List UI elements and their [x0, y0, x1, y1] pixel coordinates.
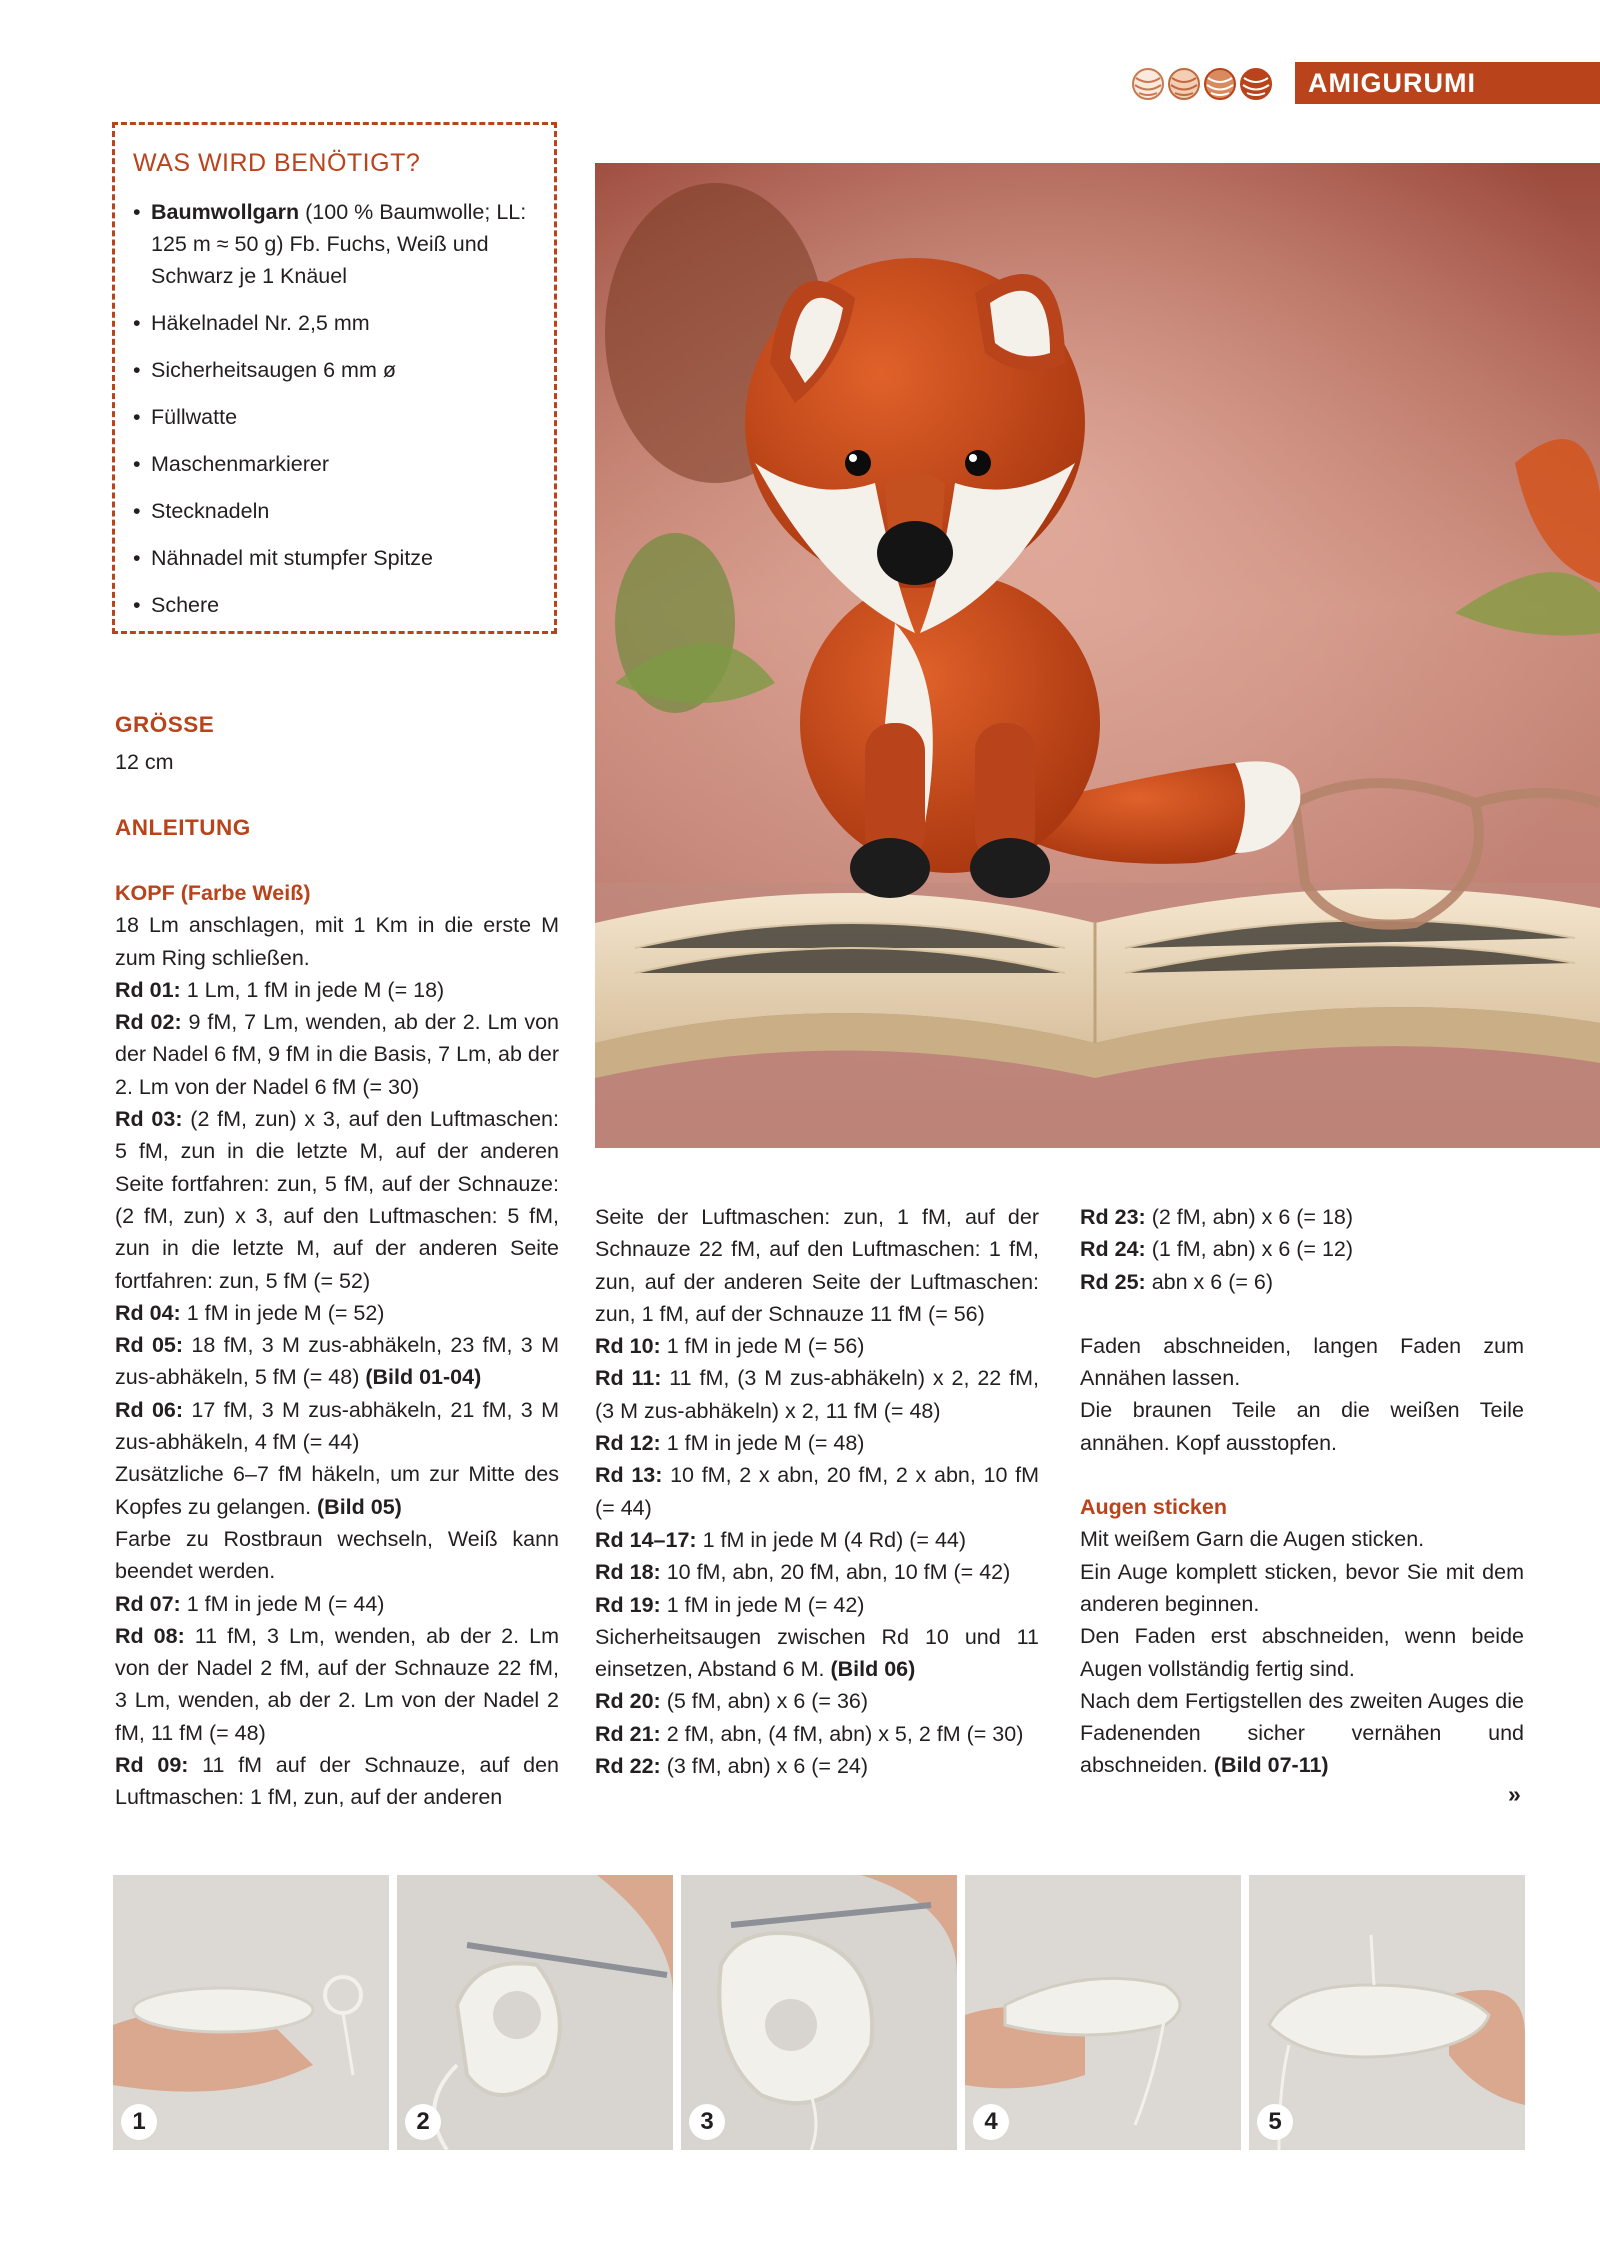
instruction-line: Seite der Luftmaschen: zun, 1 fM, auf der Schnauze 22 fM, auf den Luftmaschen: 1 fM, zun, auf der anderen Seite der Luftmaschen: zun, 1 fM, auf der Schnauze 11 fM (= 56) [595, 1205, 1039, 1326]
materials-item: • Sicherheitsaugen 6 mm ø [133, 354, 534, 386]
instruction-line: Rd 04: 1 fM in jede M (= 52) [115, 1300, 385, 1325]
instruction-line: Mit weißem Garn die Augen sticken. [1080, 1527, 1425, 1552]
instruction-line: Rd 09: 11 fM auf der Schnauze, auf den Luftmaschen: 1 fM, zun, auf der anderen [115, 1753, 559, 1810]
materials-box [112, 122, 557, 634]
step-photos [113, 1875, 1525, 2150]
instruction-line: Sicherheitsaugen zwischen Rd 10 und 11 einsetzen, Abstand 6 M. (Bild 06) [595, 1624, 1039, 1682]
instruction-line: Rd 22: (3 fM, abn) x 6 (= 24) [595, 1754, 869, 1779]
instruction-line: Rd 08: 11 fM, 3 Lm, wenden, ab der 2. Lm von der Nadel 2 fM, auf der Schnauze 22 fM, 3 Lm, wenden, ab der 2. Lm von der Nadel 2 fM, 11 fM (= 48) [115, 1623, 559, 1745]
step-photo [113, 1875, 389, 2150]
instruction-line: Zusätzliche 6–7 fM häkeln, um zur Mitte des Kopfes zu gelangen. (Bild 05) [115, 1462, 559, 1519]
step-number: 3 [689, 2104, 725, 2140]
size-heading: GRÖSSE [115, 712, 215, 737]
materials-list [133, 196, 534, 621]
instructions-column-3 [1080, 1201, 1524, 1782]
instruction-line: Rd 03: (2 fM, zun) x 3, auf den Luftmaschen: 5 fM, zun in die letzte M, auf der anderen Seite fortfahren: zun, 5 fM, auf der Schnauze: (2 fM, zun) x 3, auf den Luftmaschen: 5 fM, zun in die letzte M, auf der anderen Seite fortfahren: zun, 5 fM (= 52) [115, 1107, 559, 1293]
instruction-line: Rd 24: (1 fM, abn) x 6 (= 12) [1080, 1237, 1354, 1262]
instruction-line: Rd 05: 18 fM, 3 M zus-abhäkeln, 23 fM, 3 M zus-abhäkeln, 5 fM (= 48) (Bild 01-04) [115, 1333, 559, 1390]
step-photo [1249, 1875, 1525, 2150]
materials-item: • Häkelnadel Nr. 2,5 mm [133, 307, 534, 339]
step-number: 5 [1257, 2104, 1293, 2140]
instruction-line: Rd 20: (5 fM, abn) x 6 (= 36) [595, 1689, 869, 1714]
instruction-line: Ein Auge komplett sticken, bevor Sie mit dem anderen beginnen. [1080, 1559, 1524, 1616]
fox-amigurumi-image [595, 163, 1600, 1148]
instructions-heading: ANLEITUNG [115, 815, 251, 840]
step-photo [681, 1875, 957, 2150]
materials-item: • Maschenmarkierer [133, 448, 534, 480]
step-number: 1 [121, 2104, 157, 2140]
step-number: 4 [973, 2104, 1009, 2140]
instruction-line: Faden abschneiden, langen Faden zum Annähen lassen. [1080, 1333, 1524, 1391]
materials-item: • Baumwollgarn (100 % Baumwolle; LL: 125 m ≈ 50 g) Fb. Fuchs, Weiß und Schwarz je 1 Knäuel [133, 196, 534, 292]
instruction-line: Rd 23: (2 fM, abn) x 6 (= 18) [1080, 1205, 1354, 1229]
instruction-line: Rd 07: 1 fM in jede M (= 44) [115, 1591, 385, 1616]
instructions-column-2 [595, 1201, 1039, 1782]
continue-mark: » [1508, 1781, 1521, 1807]
instruction-line: Rd 18: 10 fM, abn, 20 fM, abn, 10 fM (= 42) [595, 1560, 1011, 1585]
instruction-line: Rd 12: 1 fM in jede M (= 48) [595, 1431, 865, 1456]
step-photo [397, 1875, 673, 2150]
materials-item: • Schere [133, 589, 534, 621]
materials-item: • Stecknadeln [133, 495, 534, 527]
step-number: 2 [405, 2104, 441, 2140]
instruction-line: Rd 06: 17 fM, 3 M zus-abhäkeln, 21 fM, 3 M zus-abhäkeln, 4 fM (= 44) [115, 1397, 559, 1455]
instruction-line: Rd 13: 10 fM, 2 x abn, 20 fM, 2 x abn, 10 fM (= 44) [595, 1463, 1039, 1520]
instruction-line: Rd 11: 11 fM, (3 M zus-abhäkeln) x 2, 22 fM, (3 M zus-abhäkeln) x 2, 11 fM (= 48) [595, 1366, 1039, 1423]
instruction-line: Rd 21: 2 fM, abn, (4 fM, abn) x 5, 2 fM (= 30) [595, 1721, 1024, 1746]
step-photo [965, 1875, 1241, 2150]
yarn-balls-icon [1130, 66, 1278, 102]
instruction-line: Farbe zu Rostbraun wechseln, Weiß kann beendet werden. [115, 1526, 559, 1584]
instruction-line: Rd 25: abn x 6 (= 6) [1080, 1269, 1273, 1294]
instruction-line: Den Faden erst abschneiden, wenn beide Augen vollständig fertig sind. [1080, 1624, 1524, 1681]
instruction-line: 18 Lm anschlagen, mit 1 Km in die erste M zum Ring schließen. [115, 913, 559, 970]
section-title: AMIGURUMI [1308, 68, 1476, 98]
fox-photo [595, 163, 1600, 1148]
instruction-line: Nach dem Fertigstellen des zweiten Auges die Fadenenden sicher vernähen und abschneiden. (Bild 07-11) [1080, 1688, 1524, 1778]
instruction-line: Rd 01: 1 Lm, 1 fM in jede M (= 18) [115, 977, 445, 1002]
instruction-line: Rd 19: 1 fM in jede M (= 42) [595, 1592, 865, 1617]
materials-item: • Nähnadel mit stumpfer Spitze [133, 542, 534, 574]
instruction-line: Rd 10: 1 fM in jede M (= 56) [595, 1334, 865, 1359]
size-value: 12 cm [115, 750, 174, 774]
materials-item: • Füllwatte [133, 401, 534, 433]
materials-title: WAS WIRD BENÖTIGT? [133, 149, 421, 177]
instruction-subheading: KOPF (Farbe Weiß) [115, 881, 311, 905]
instructions-column-1 [115, 877, 559, 1814]
instruction-line: Die braunen Teile an die weißen Teile annähen. Kopf ausstopfen. [1080, 1398, 1524, 1455]
instruction-subheading: Augen sticken [1080, 1495, 1227, 1520]
instruction-line: Rd 02: 9 fM, 7 Lm, wenden, ab der 2. Lm von der Nadel 6 fM, 9 fM in die Basis, 7 Lm, ab der 2. Lm von der Nadel 6 fM (= 30) [115, 1010, 559, 1099]
instruction-line: Rd 14–17: 1 fM in jede M (4 Rd) (= 44) [595, 1527, 967, 1552]
